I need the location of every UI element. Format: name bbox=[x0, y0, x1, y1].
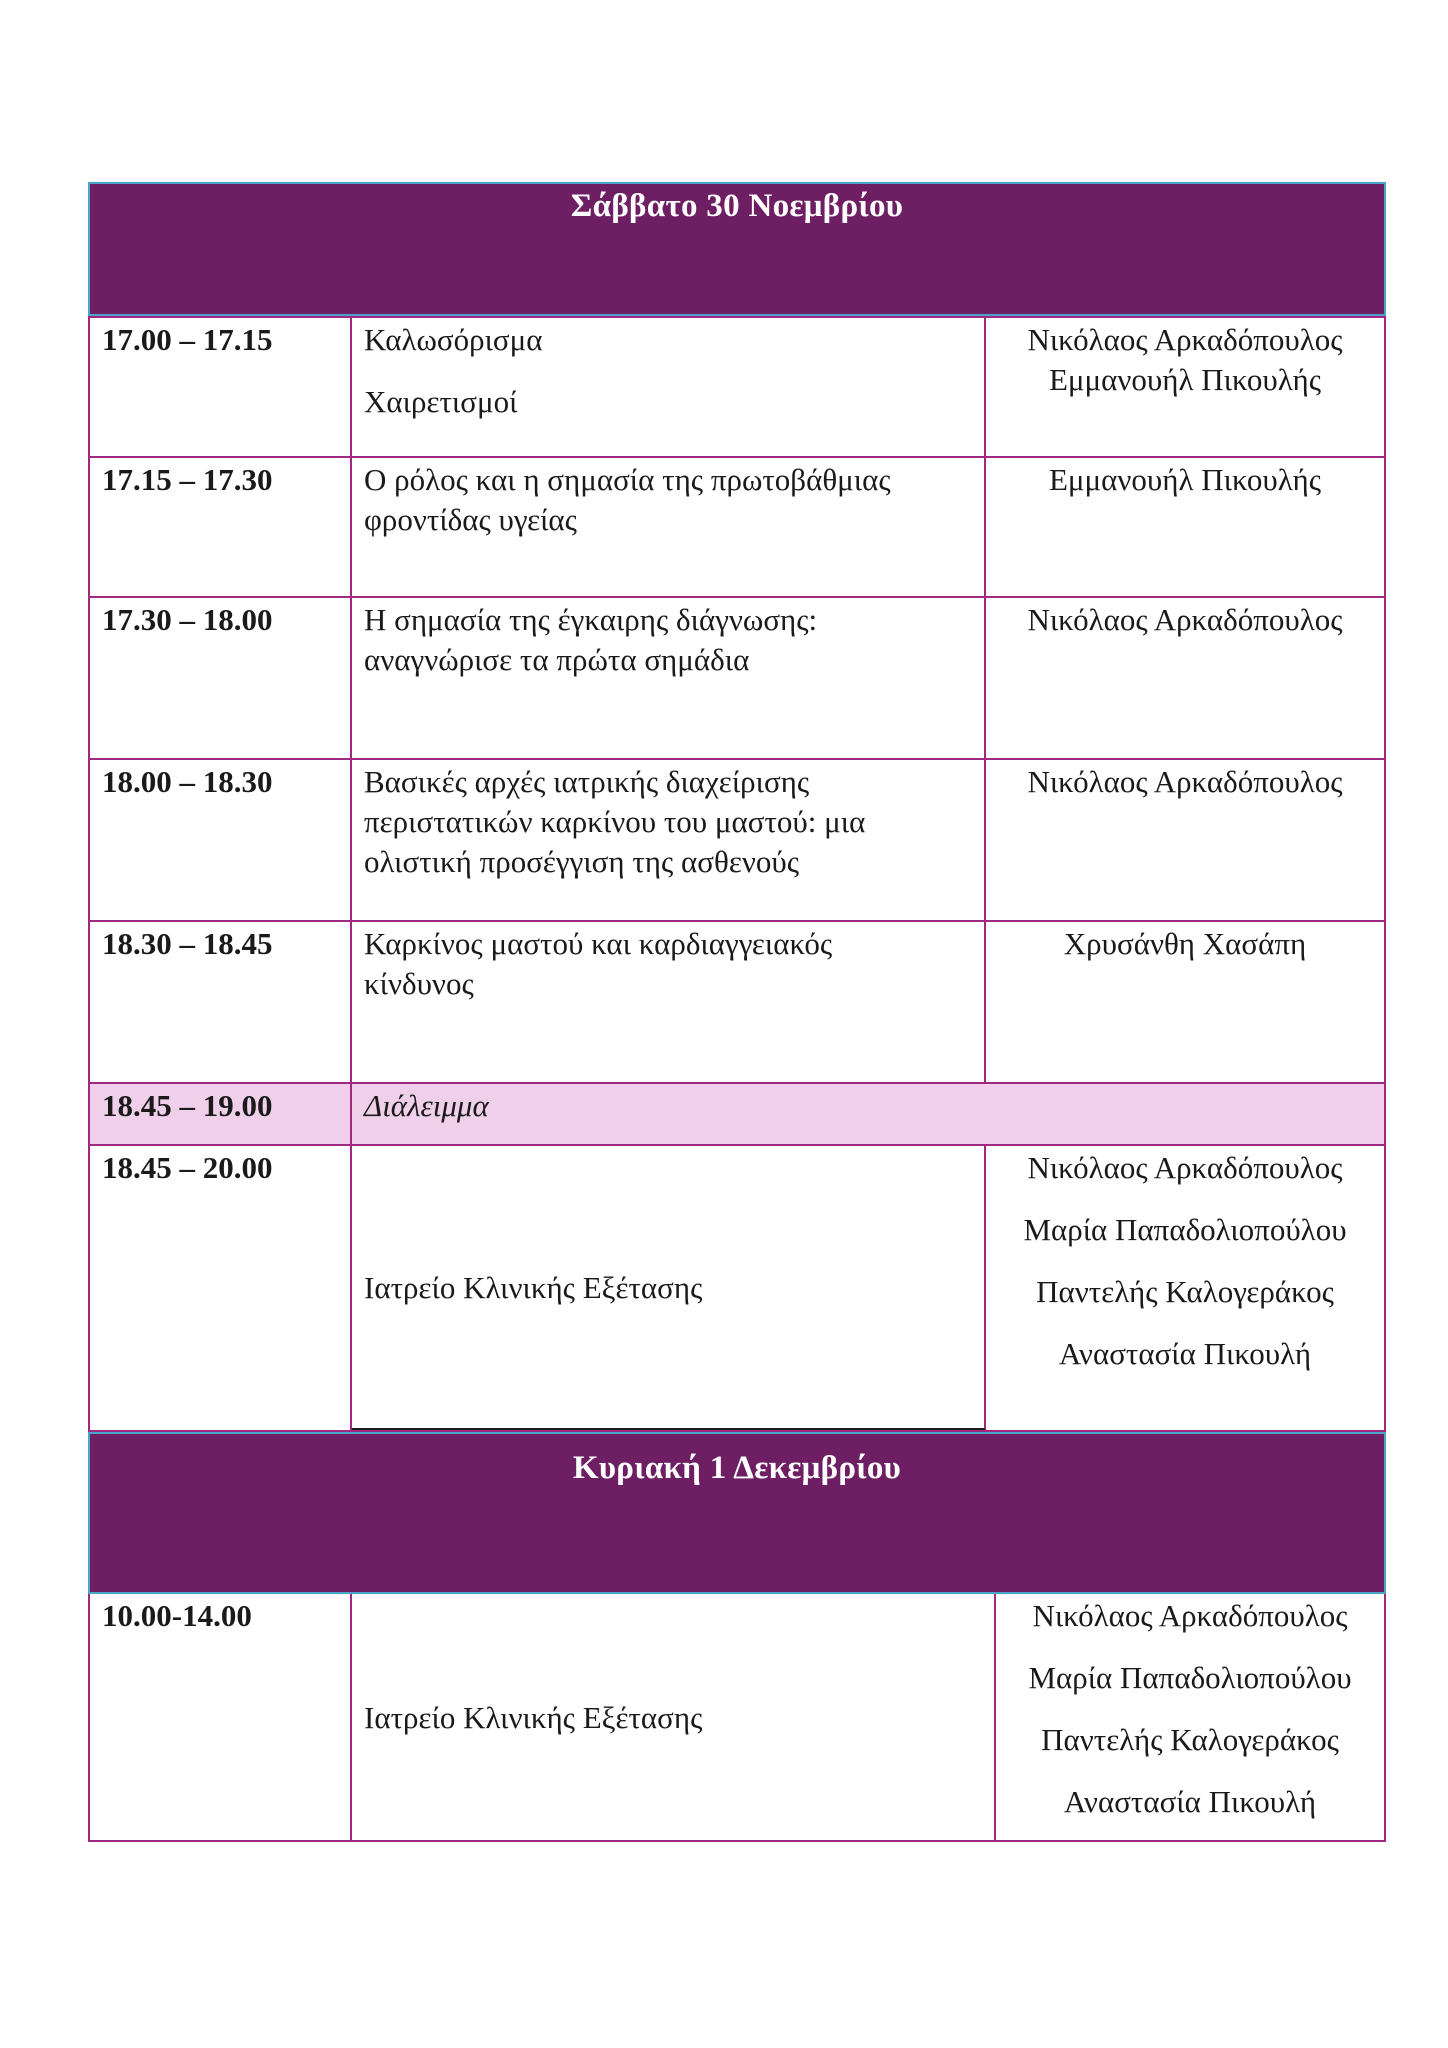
table-row bbox=[88, 598, 1386, 760]
table-row bbox=[88, 1146, 1386, 1432]
speaker-name: Εμμανουήλ Πικουλής bbox=[1048, 462, 1322, 497]
topic-line: Βασικές αρχές ιατρικής διαχείρισης bbox=[364, 764, 810, 799]
day-header-saturday bbox=[88, 182, 1386, 316]
break-row bbox=[88, 1084, 1386, 1146]
topic-line: Χαιρετισμοί bbox=[364, 384, 518, 419]
topic-line: Ο ρόλος και η σημασία της πρωτοβάθμιας bbox=[364, 462, 891, 497]
speaker-cell bbox=[996, 1594, 1384, 1840]
speaker-name: Αναστασία Πικουλή bbox=[1058, 1336, 1312, 1371]
time-cell: 18.00 – 18.30 bbox=[90, 760, 352, 920]
schedule-table bbox=[88, 182, 1386, 1852]
speaker-name: Παντελής Καλογεράκος bbox=[1041, 1722, 1339, 1757]
table-row bbox=[88, 922, 1386, 1084]
time-cell: 17.30 – 18.00 bbox=[90, 598, 352, 758]
topic-line: ολιστική προσέγγιση της ασθενούς bbox=[364, 844, 799, 879]
speaker-name: Νικόλαος Αρκαδόπουλος bbox=[1027, 1150, 1343, 1185]
topic-line: Η σημασία της έγκαιρης διάγνωσης: bbox=[364, 602, 818, 637]
speaker-name: Παντελής Καλογεράκος bbox=[1036, 1274, 1334, 1309]
time-cell: 17.00 – 17.15 bbox=[90, 318, 352, 456]
table-row bbox=[88, 760, 1386, 922]
day-title: Σάββατο 30 Νοεμβρίου bbox=[570, 188, 904, 224]
speaker-name: Εμμανουήλ Πικουλής bbox=[1048, 362, 1322, 397]
day-title: Κυριακή 1 Δεκεμβρίου bbox=[572, 1450, 902, 1486]
speaker-name: Αναστασία Πικουλή bbox=[1063, 1784, 1317, 1819]
speaker-name: Νικόλαος Αρκαδόπουλος bbox=[1027, 322, 1343, 357]
topic-line: αναγνώρισε τα πρώτα σημάδια bbox=[364, 642, 750, 677]
speaker-cell bbox=[986, 598, 1384, 758]
topic-cell bbox=[352, 760, 986, 920]
table-row bbox=[88, 458, 1386, 598]
speaker-cell bbox=[986, 458, 1384, 596]
time-cell: 18.45 – 19.00 bbox=[90, 1084, 352, 1144]
topic-cell bbox=[352, 318, 986, 456]
day-header-sunday bbox=[88, 1432, 1386, 1594]
table-row bbox=[88, 1594, 1386, 1842]
topic-line: Ιατρείο Κλινικής Εξέτασης bbox=[364, 1270, 703, 1305]
speaker-name: Νικόλαος Αρκαδόπουλος bbox=[1027, 764, 1343, 799]
break-label: Διάλειμμα bbox=[364, 1088, 489, 1123]
topic-cell bbox=[352, 458, 986, 596]
speaker-name: Μαρία Παπαδολιοπούλου bbox=[1028, 1660, 1352, 1695]
topic-line: Καλωσόρισμα bbox=[364, 322, 543, 357]
topic-cell bbox=[352, 922, 986, 1082]
table-row bbox=[88, 316, 1386, 458]
time-cell: 10.00-14.00 bbox=[90, 1594, 352, 1840]
time-cell: 17.15 – 17.30 bbox=[90, 458, 352, 596]
time-cell: 18.45 – 20.00 bbox=[90, 1146, 352, 1430]
speaker-name: Νικόλαος Αρκαδόπουλος bbox=[1032, 1598, 1348, 1633]
speaker-name: Νικόλαος Αρκαδόπουλος bbox=[1027, 602, 1343, 637]
speaker-cell bbox=[986, 760, 1384, 920]
topic-cell bbox=[352, 598, 986, 758]
time-cell: 18.30 – 18.45 bbox=[90, 922, 352, 1082]
topic-line: κίνδυνος bbox=[364, 966, 474, 1001]
topic-line: Καρκίνος μαστού και καρδιαγγειακός bbox=[364, 926, 833, 961]
topic-line: περιστατικών καρκίνου του μαστού: μια bbox=[364, 804, 866, 839]
speaker-name: Χρυσάνθη Χασάπη bbox=[1063, 926, 1307, 961]
topic-line: φροντίδας υγείας bbox=[364, 502, 577, 537]
speaker-cell bbox=[986, 922, 1384, 1082]
topic-cell bbox=[352, 1146, 986, 1430]
speaker-cell bbox=[986, 318, 1384, 456]
topic-line: Ιατρείο Κλινικής Εξέτασης bbox=[364, 1700, 703, 1735]
speaker-name: Μαρία Παπαδολιοπούλου bbox=[1023, 1212, 1347, 1247]
speaker-cell bbox=[986, 1146, 1384, 1430]
topic-cell bbox=[352, 1594, 996, 1840]
